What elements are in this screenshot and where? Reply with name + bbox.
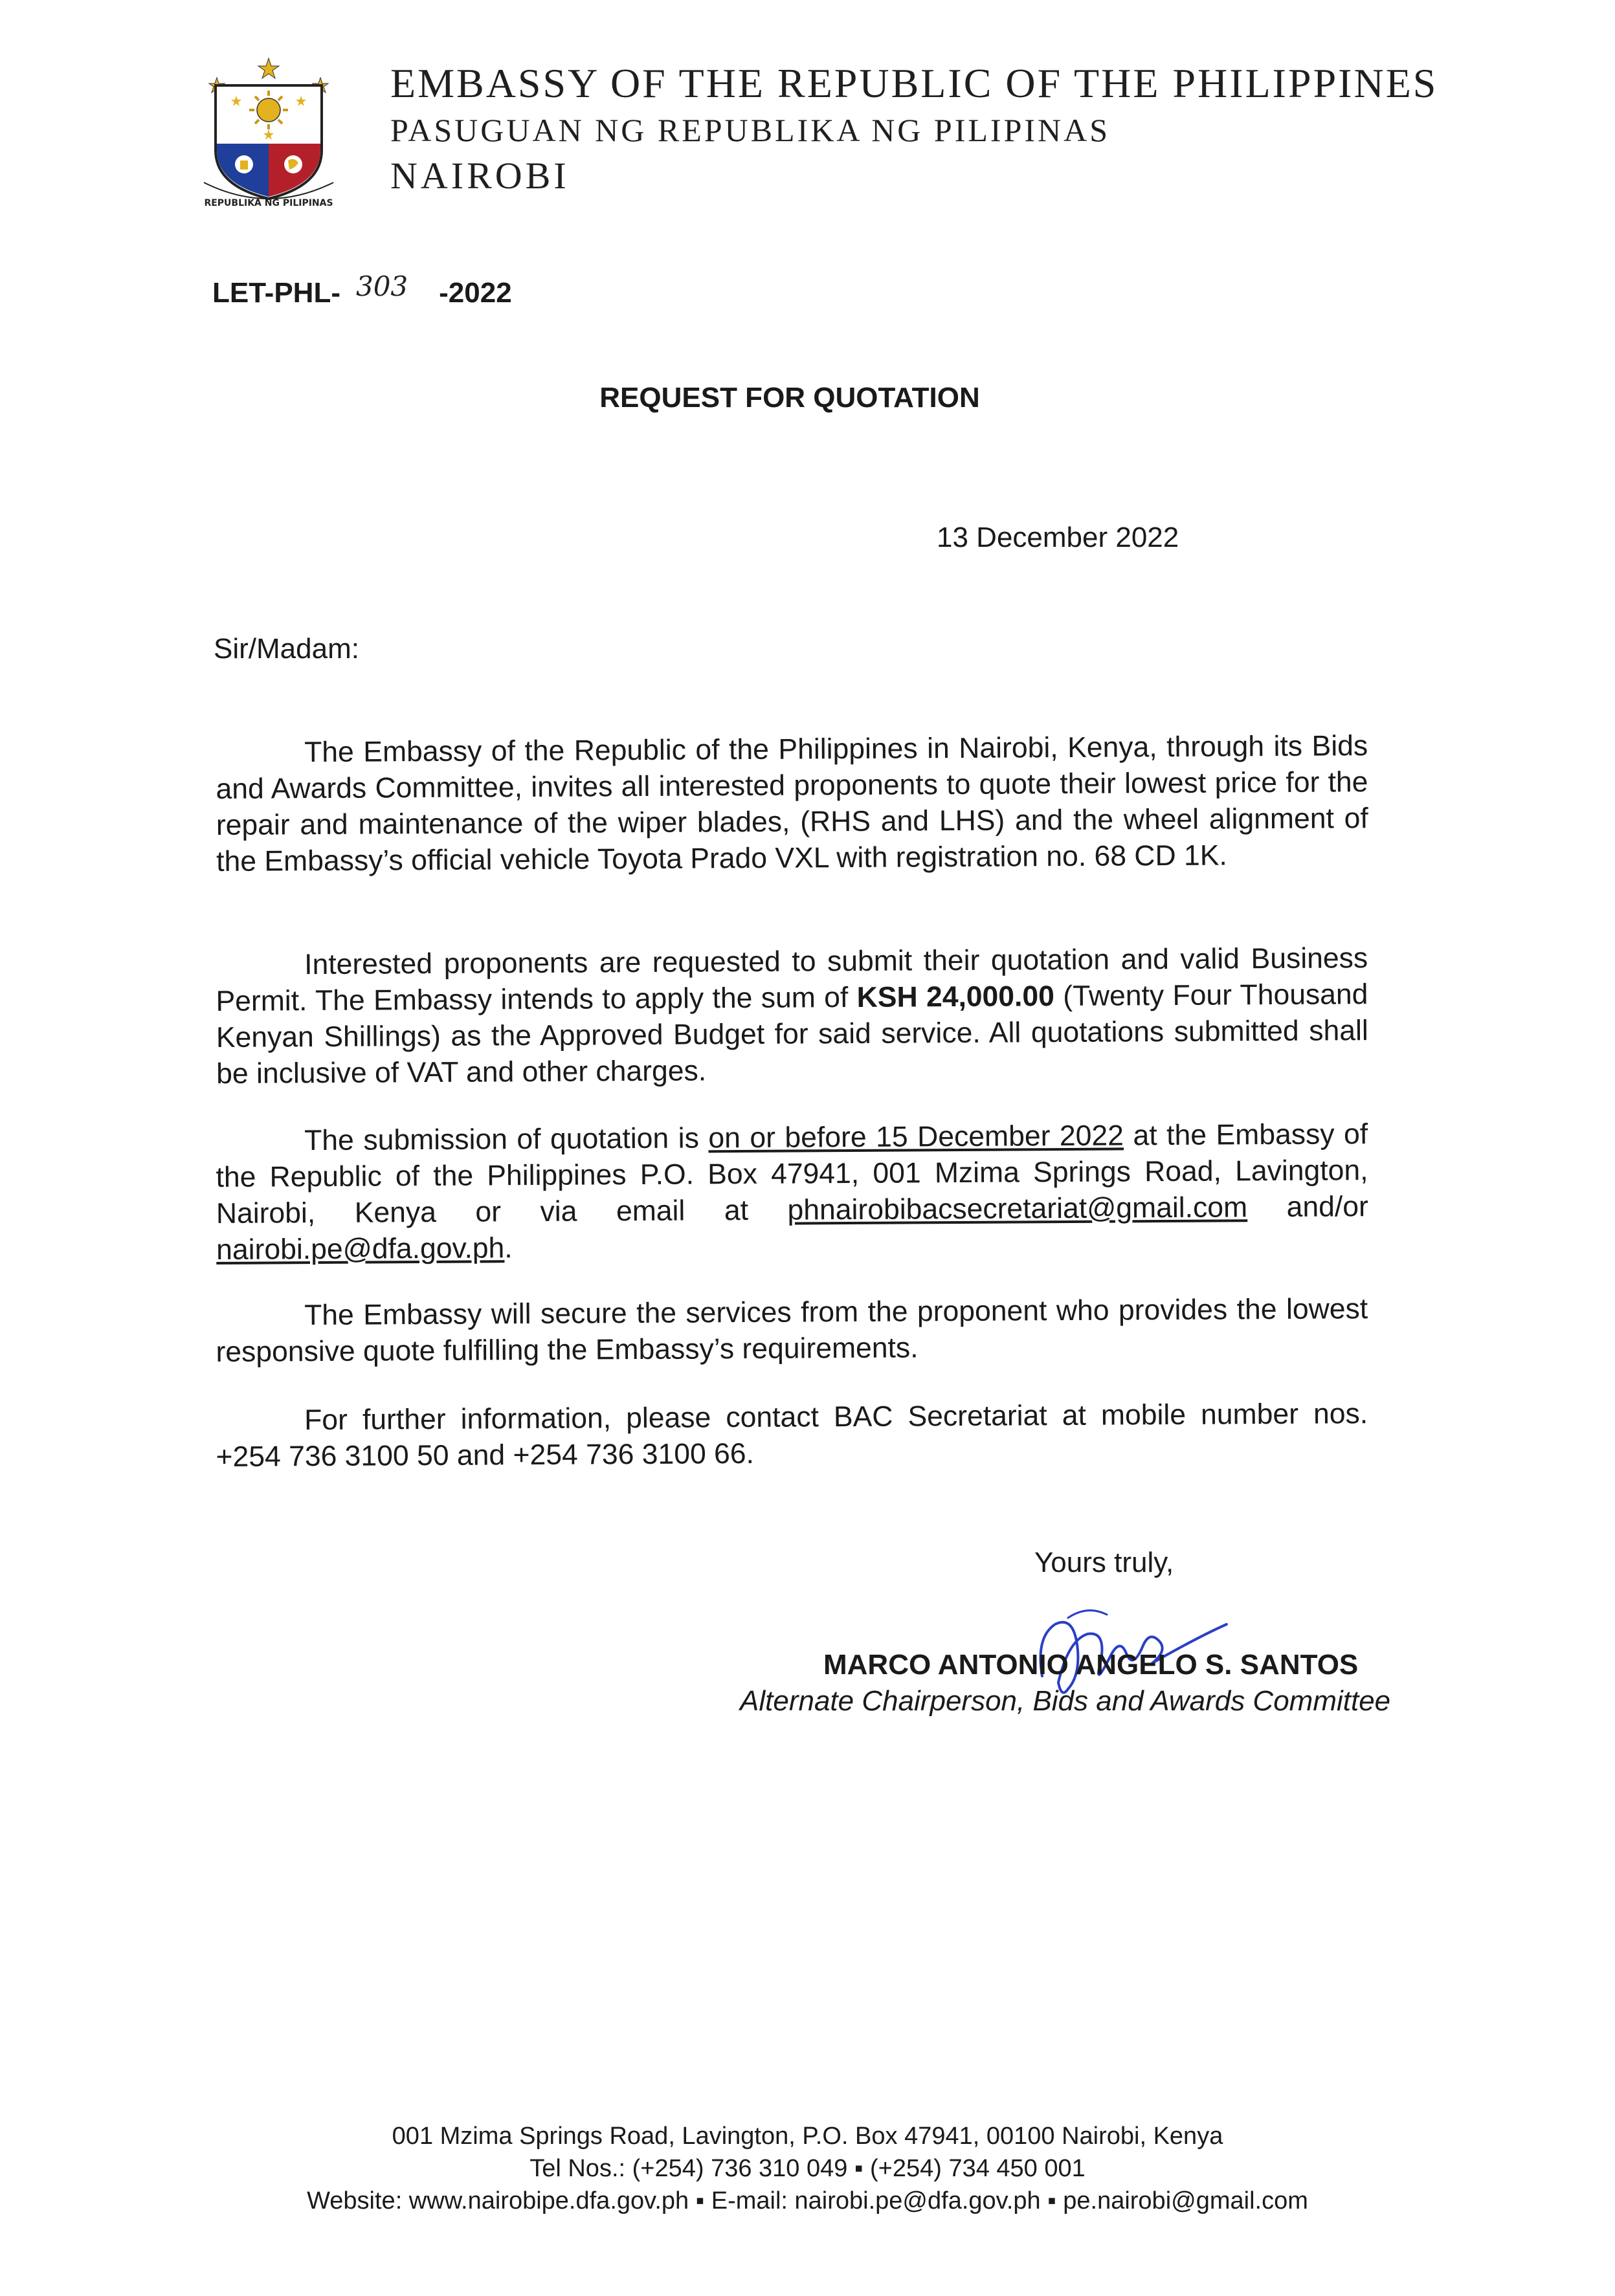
submission-period: . [504, 1232, 513, 1264]
footer-telephone: Tel Nos.: (+254) 736 310 049 ▪ (+254) 734 450 001 [529, 2155, 1086, 2182]
submission-address-text: at the Embassy of the Republic of the Philippines P.O. Box 47941, 001 Mzima Springs Road, Lavington, Nairobi, Kenya or via email at [216, 1118, 1368, 1230]
footer-address: 001 Mzima Springs Road, Lavington, P.O. Box 47941, 00100 Nairobi, Kenya [392, 2123, 1223, 2150]
letterhead-city: NAIROBI [390, 155, 570, 197]
letterhead-embassy-name: EMBASSY OF THE REPUBLIC OF THE PHILIPPINES [390, 60, 1438, 106]
reference-handwritten-number: 303 [355, 270, 408, 302]
embassy-seal-logo [197, 53, 340, 208]
seal-motto-text: REPUBLIKA NG PILIPINAS [204, 198, 333, 208]
bac-secretariat-email-link[interactable]: phnairobibacsecretariat@gmail.com [787, 1191, 1248, 1226]
signer-title: Alternate Chairperson, Bids and Awards Committee [740, 1685, 1391, 1717]
budget-text-lead: Interested proponents are requested to submit their quotation and valid Business Permit. The Embassy intends to apply the sum of [216, 942, 1368, 1017]
letterhead-embassy-name-filipino: PASUGUAN NG REPUBLIKA NG PILIPINAS [390, 112, 1111, 148]
body-paragraph-contact: For further information, please contact BAC Secretariat at mobile number nos. +254 736 3100 50 and +254 736 3100 66. [216, 1398, 1368, 1473]
body-paragraph-award: The Embassy will secure the services from the proponent who provides the lowest responsive quote fulfilling the Embassy’s requirements. [216, 1293, 1368, 1368]
submission-text-lead: The submission of quotation is [304, 1122, 709, 1157]
body-paragraph-submission [216, 1116, 1368, 1268]
signer-name: MARCO ANTONIO ANGELO S. SANTOS [823, 1649, 1359, 1681]
submission-conjunction: and/or [1247, 1191, 1368, 1224]
reference-prefix: LET-PHL- [212, 277, 340, 309]
valediction: Yours truly, [1034, 1547, 1174, 1578]
embassy-email-link[interactable]: nairobi.pe@dfa.gov.ph [216, 1232, 505, 1266]
budget-amount: KSH 24,000.00 [856, 980, 1055, 1013]
document-title: REQUEST FOR QUOTATION [599, 382, 980, 414]
submission-deadline: on or before 15 December 2022 [708, 1120, 1124, 1154]
footer-website-email: Website: www.nairobipe.dfa.gov.ph ▪ E-mail: nairobi.pe@dfa.gov.ph ▪ pe.nairobi@gmail.com [307, 2187, 1308, 2214]
reference-number [212, 270, 512, 309]
budget-text-tail: (Twenty Four Thousand Kenyan Shillings) as the Approved Budget for said service. All quotations submitted shall be inclusive of VAT and other charges. [216, 978, 1368, 1090]
reference-suffix: -2022 [439, 277, 512, 309]
body-paragraph-budget [216, 940, 1368, 1092]
body-paragraph-invitation: The Embassy of the Republic of the Philippines in Nairobi, Kenya, through its Bids and Awards Committee, invites all interested proponents to quote their lowest price for the repair and maintenance of the wiper blades, (RHS and LHS) and the wheel alignment of the Embassy’s official vehicle Toyota Prado VXL with registration no. 68 CD 1K. [216, 730, 1368, 878]
salutation: Sir/Madam: [214, 633, 359, 665]
letter-date: 13 December 2022 [937, 522, 1179, 553]
